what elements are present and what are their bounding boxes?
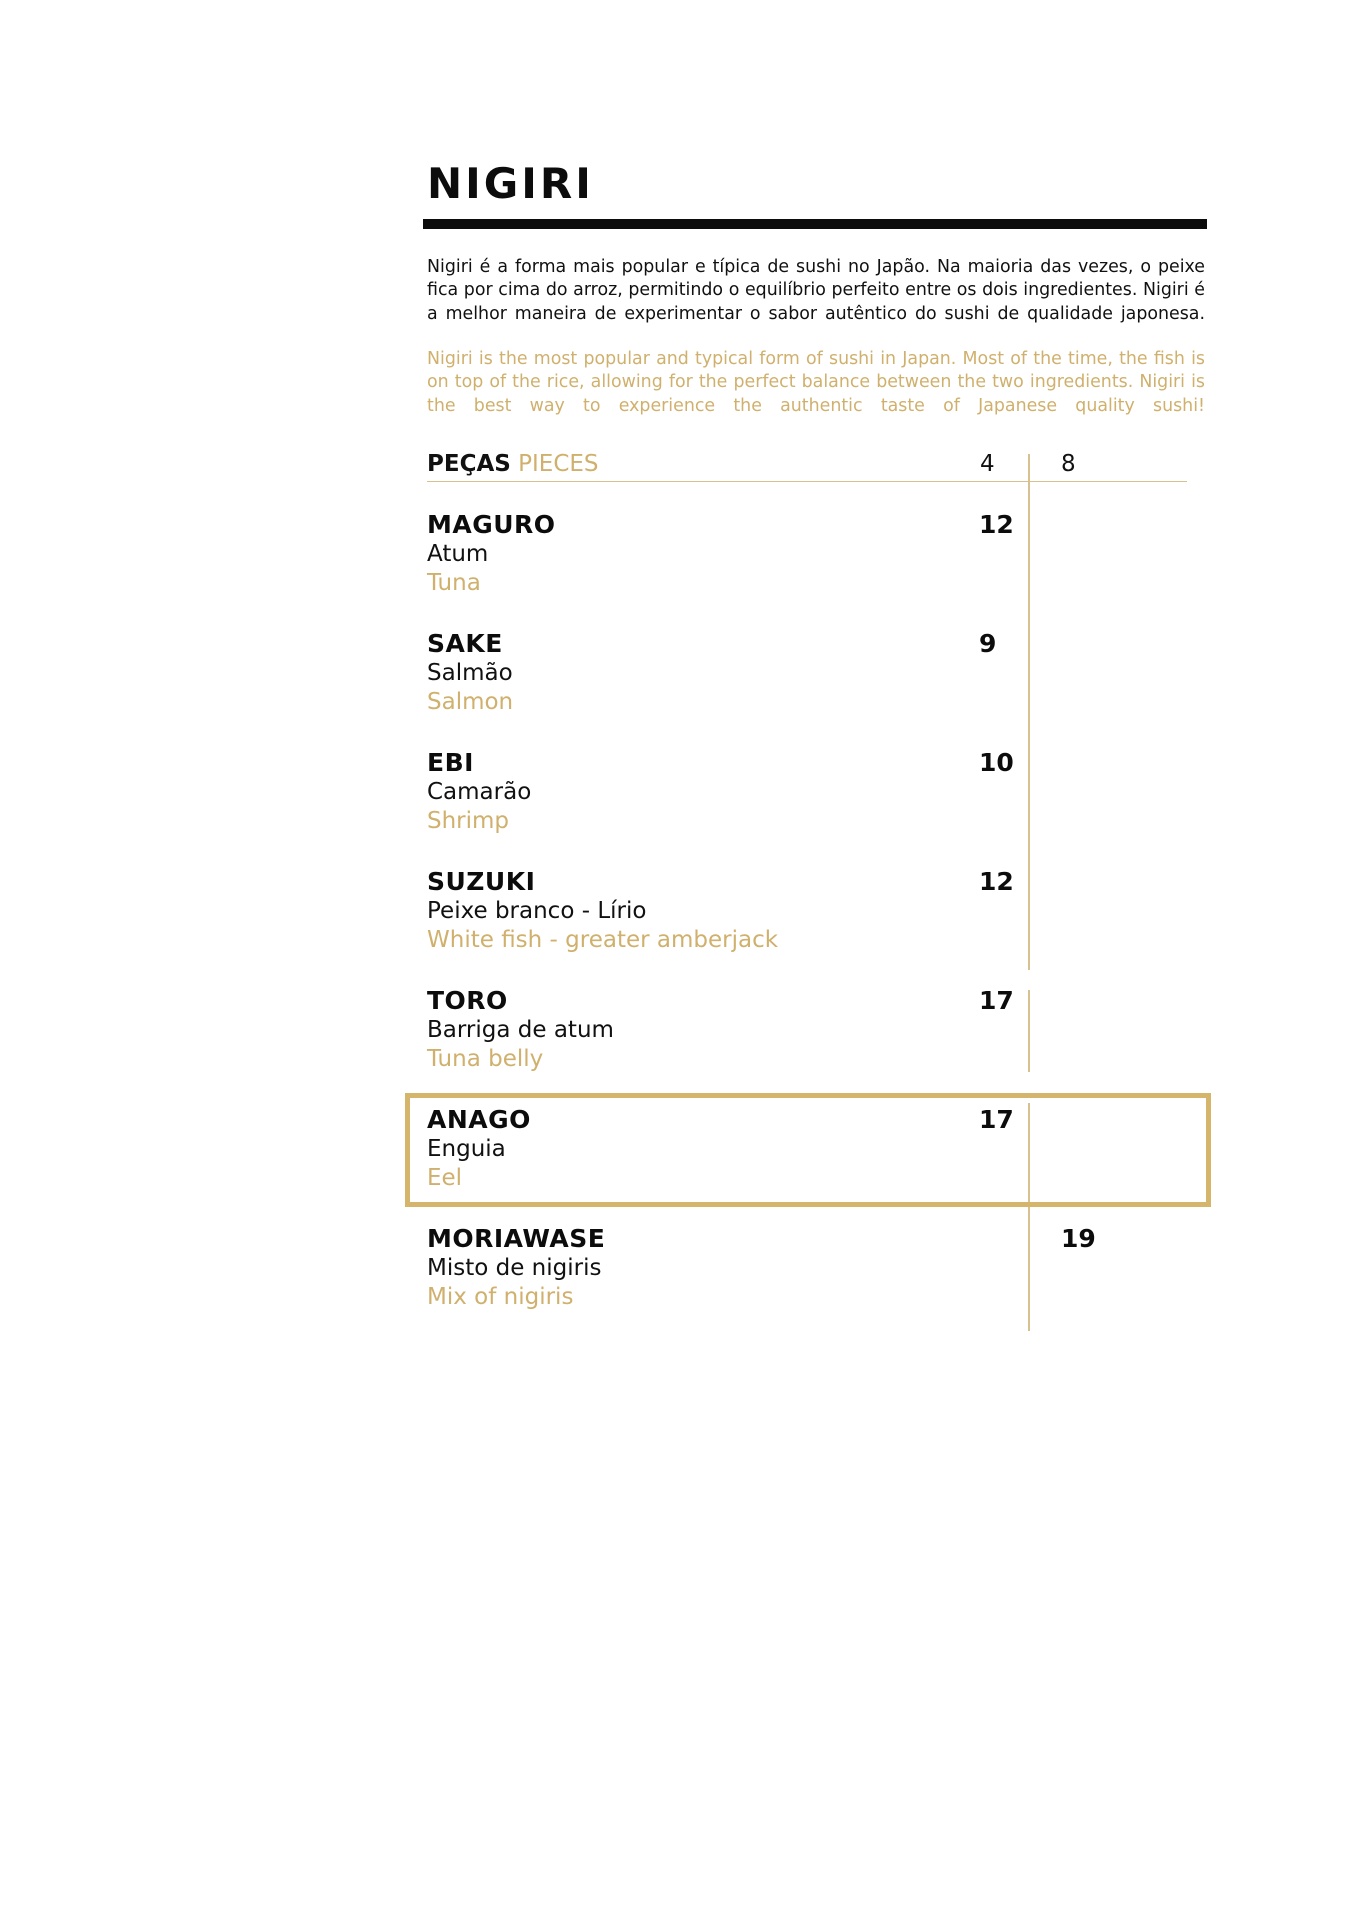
description-english: Nigiri is the most popular and typical form of sushi in Japan. Most of the time, the fish is on top of the rice, allowing for the perfect balance between the two ingredients. Nigiri is the best way to experience the authentic taste of Japanese quality sushi! bbox=[427, 349, 1205, 416]
item-name-pt: Atum bbox=[427, 541, 489, 567]
item-price-4: 12 bbox=[979, 510, 1014, 539]
pieces-label-en: PIECES bbox=[518, 451, 599, 477]
description-portuguese: Nigiri é a forma mais popular e típica de sushi no Japão. Na maioria das vezes, o peixe fica por cima do arroz, permitindo o equilíbrio perfeito entre os dois ingredientes. Nigiri é a melhor maneira de experimentar o sabor autêntico do sushi de qualidade japonesa. bbox=[427, 257, 1205, 324]
item-name: SAKE bbox=[427, 629, 503, 658]
item-name-pt: Salmão bbox=[427, 660, 513, 686]
item-name-pt: Misto de nigiris bbox=[427, 1255, 602, 1281]
item-price-4: 17 bbox=[979, 986, 1014, 1015]
item-price-4: 17 bbox=[979, 1105, 1014, 1134]
column-divider bbox=[1028, 990, 1030, 1072]
item-price-8: 19 bbox=[1061, 1224, 1096, 1253]
item-name-pt: Enguia bbox=[427, 1136, 506, 1162]
item-name-pt: Camarão bbox=[427, 779, 532, 805]
column-header-4: 4 bbox=[980, 451, 995, 477]
item-name-pt: Barriga de atum bbox=[427, 1017, 614, 1043]
item-name-pt: Peixe branco - Lírio bbox=[427, 898, 647, 924]
item-name: TORO bbox=[427, 986, 508, 1015]
item-name: MORIAWASE bbox=[427, 1224, 606, 1253]
pieces-label-pt: PEÇAS bbox=[427, 451, 511, 477]
item-name-en: Shrimp bbox=[427, 808, 510, 834]
item-name: EBI bbox=[427, 748, 474, 777]
item-price-4: 12 bbox=[979, 867, 1014, 896]
title-rule bbox=[423, 219, 1207, 229]
item-name: ANAGO bbox=[427, 1105, 531, 1134]
item-name: MAGURO bbox=[427, 510, 556, 539]
item-price-4: 9 bbox=[979, 629, 997, 658]
pieces-header bbox=[427, 448, 599, 480]
page-title: NIGIRI bbox=[427, 159, 594, 208]
header-rule bbox=[427, 481, 1187, 482]
item-name-en: Mix of nigiris bbox=[427, 1284, 574, 1310]
item-name-en: Tuna bbox=[427, 570, 481, 596]
column-divider bbox=[1028, 454, 1030, 970]
item-name-en: Eel bbox=[427, 1165, 463, 1191]
item-price-4: 10 bbox=[979, 748, 1014, 777]
item-name: SUZUKI bbox=[427, 867, 536, 896]
column-header-8: 8 bbox=[1061, 451, 1076, 477]
item-name-en: White fish - greater amberjack bbox=[427, 927, 779, 953]
item-name-en: Salmon bbox=[427, 689, 514, 715]
item-name-en: Tuna belly bbox=[427, 1046, 544, 1072]
